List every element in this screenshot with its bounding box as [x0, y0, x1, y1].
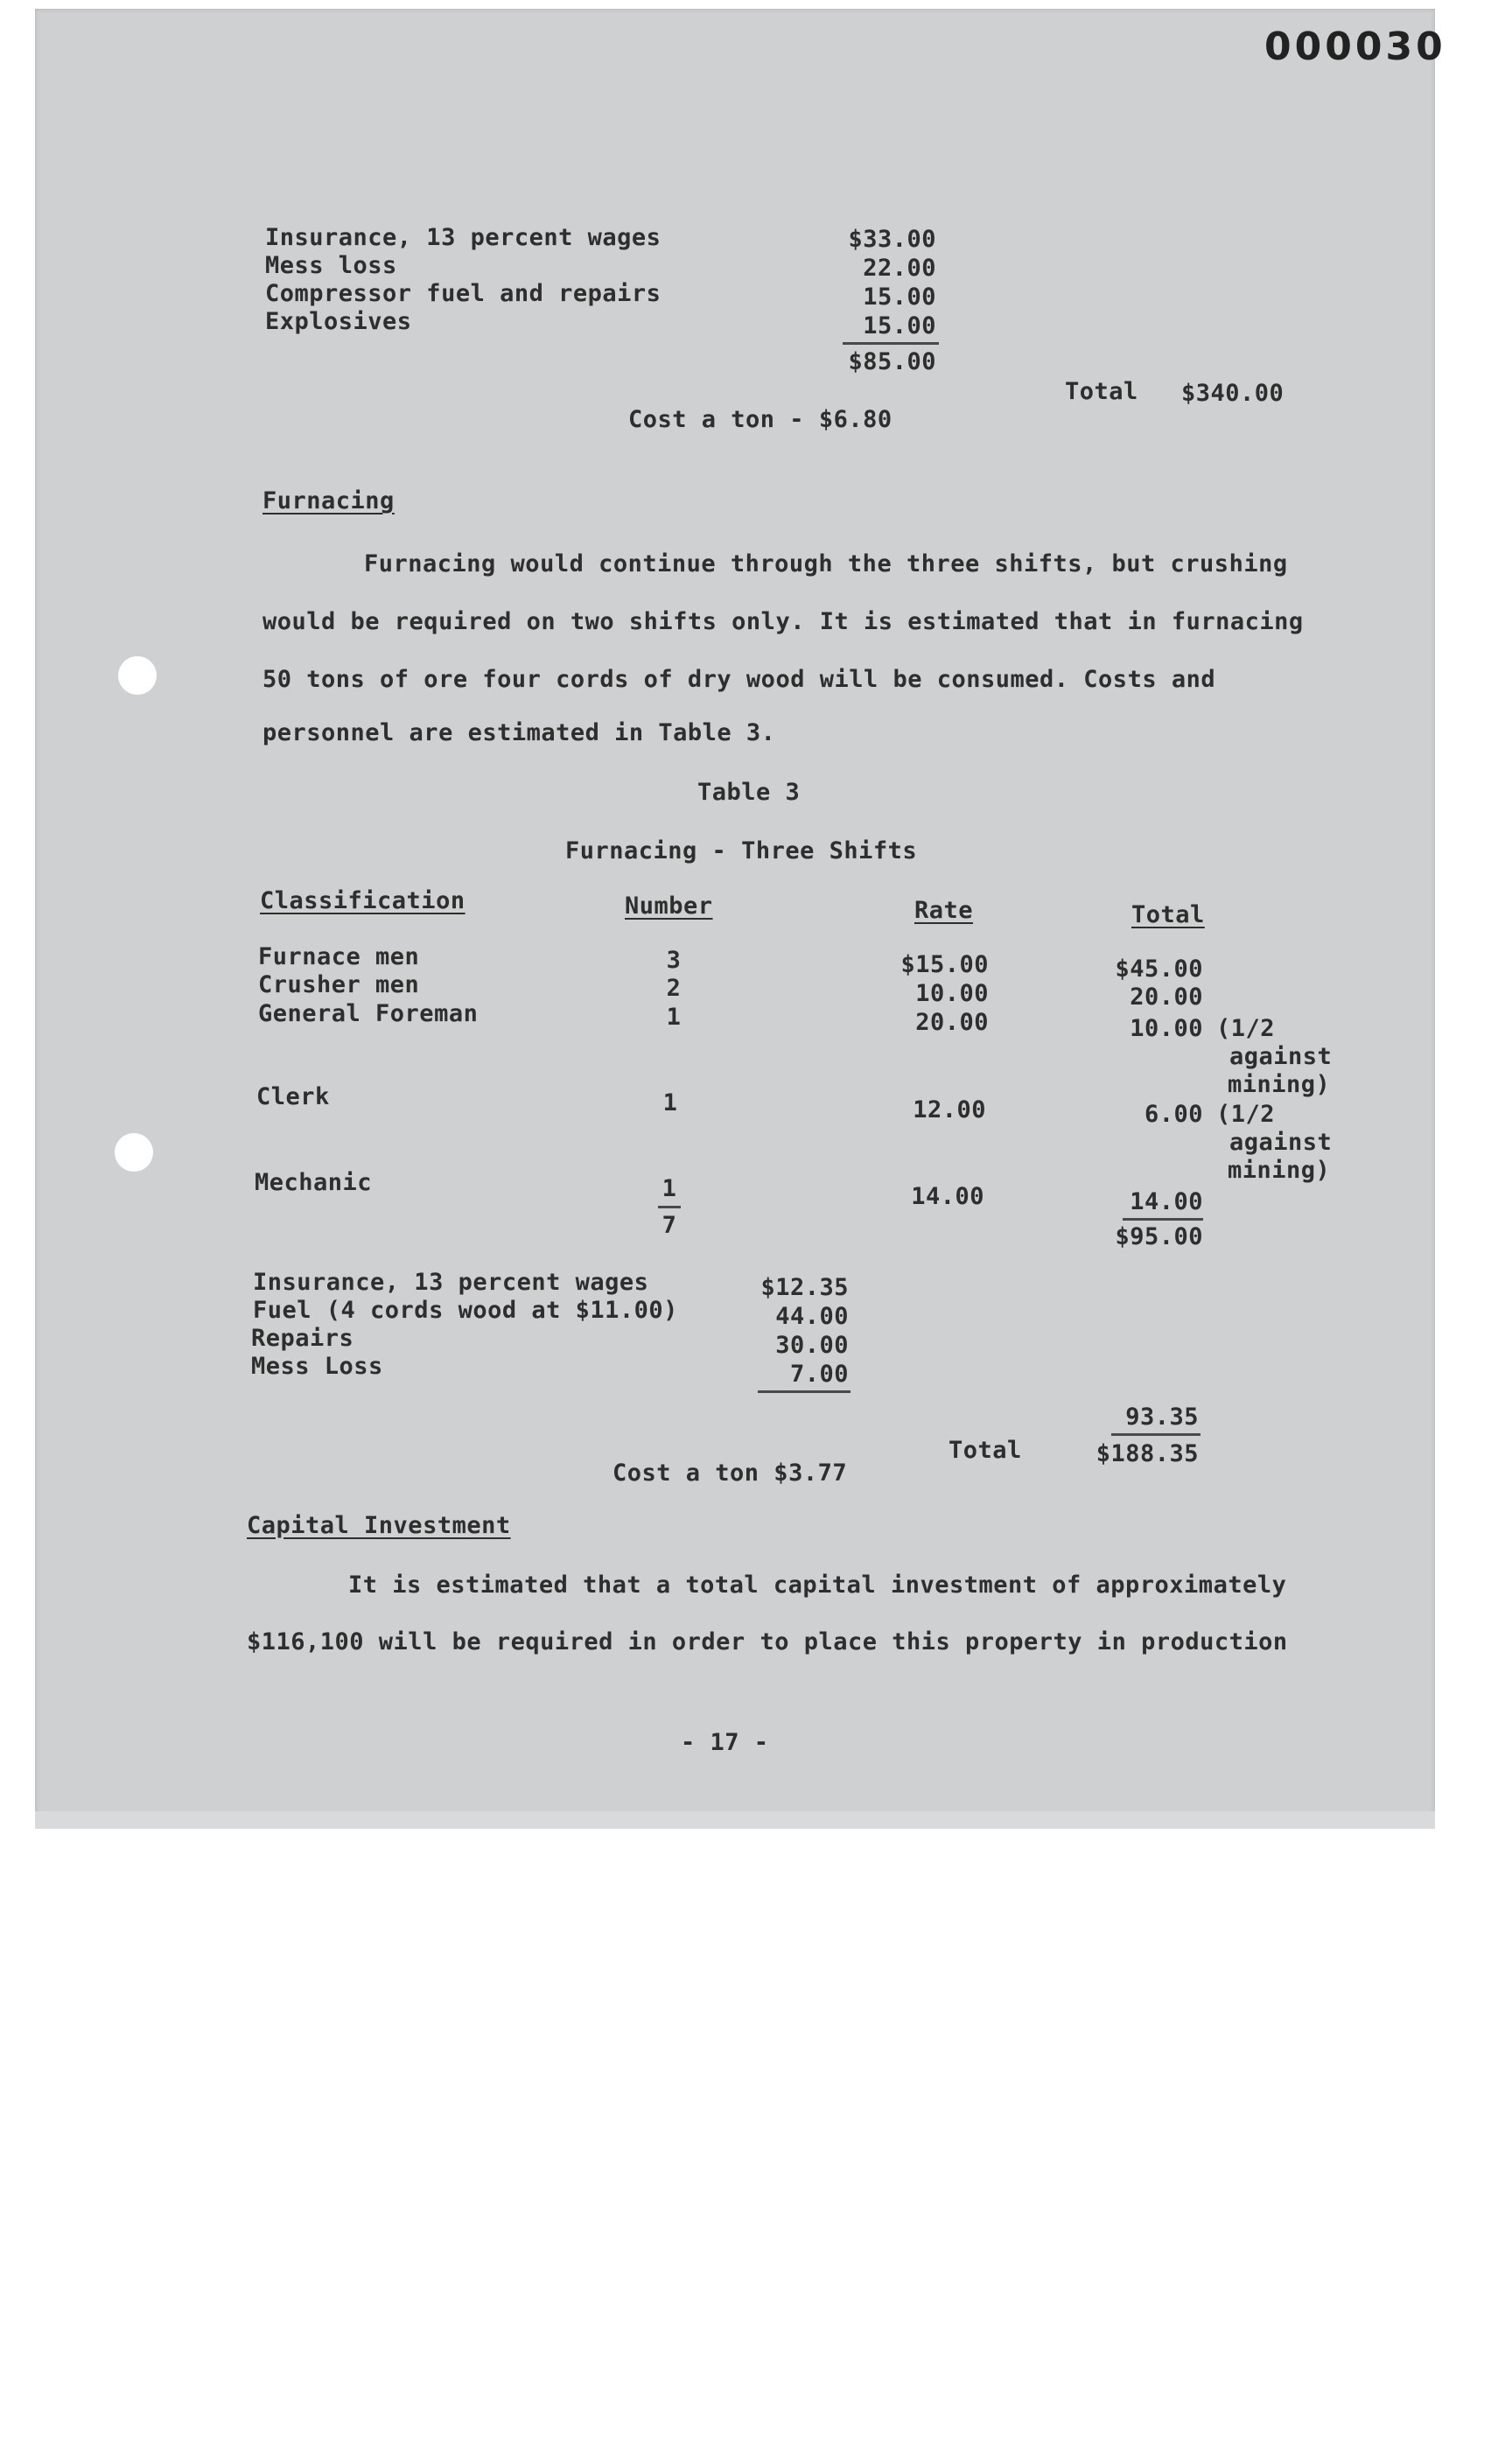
total-label: Total — [1065, 378, 1138, 405]
cost-per-ton: Cost a ton - $6.80 — [628, 406, 892, 433]
column-header-rate: Rate — [914, 897, 974, 924]
table-row-total: 10.00 — [1130, 1015, 1203, 1042]
extras-total: 93.35 — [1125, 1404, 1199, 1431]
table-row-classification: Mechanic — [255, 1169, 373, 1196]
section-heading-furnacing: Furnacing — [262, 487, 395, 514]
table-row-total: 20.00 — [1130, 984, 1203, 1011]
column-header-total: Total — [1131, 901, 1205, 928]
cost-per-ton: Cost a ton $3.77 — [612, 1460, 848, 1487]
page-stamp: 000030 — [1264, 24, 1446, 69]
extra-cost-label: Mess Loss — [251, 1353, 383, 1380]
paragraph-line: personnel are estimated in Table 3. — [262, 719, 776, 746]
table-row-total: 14.00 — [1130, 1188, 1203, 1215]
paragraph-line: $116,100 will be required in order to place this property in production — [247, 1628, 1288, 1656]
table-row-number: 1 — [662, 1089, 678, 1116]
cost-item-amount: $33.00 — [848, 226, 936, 253]
cost-item-label: Explosives — [265, 308, 412, 335]
grand-total-rule — [1111, 1433, 1200, 1436]
extra-cost-amount: 7.00 — [789, 1361, 849, 1388]
table-row-rate: 10.00 — [915, 980, 989, 1007]
page-shadow — [35, 1811, 1435, 1829]
document-page — [35, 9, 1435, 1820]
punch-hole-2 — [115, 1133, 153, 1172]
extra-cost-amount: 30.00 — [775, 1332, 849, 1359]
table-row-classification: Furnace men — [258, 943, 420, 970]
punch-hole-1 — [118, 656, 157, 695]
table-title: Furnacing - Three Shifts — [565, 837, 918, 864]
extra-cost-label: Repairs — [251, 1325, 354, 1352]
cost-item-amount: 15.00 — [863, 312, 936, 340]
column-header-classification: Classification — [260, 887, 466, 914]
number-total: 7 — [662, 1212, 677, 1239]
extras-sum-rule — [758, 1390, 850, 1393]
table-number: Table 3 — [697, 779, 801, 806]
extra-cost-amount: $12.35 — [760, 1274, 849, 1301]
total-amount: $340.00 — [1181, 380, 1284, 407]
table-row-classification: General Foreman — [258, 1000, 479, 1027]
table-row-number: 3 — [666, 947, 682, 974]
number-sum-rule — [658, 1206, 681, 1208]
cost-item-amount: 15.00 — [863, 284, 936, 311]
paragraph-line: It is estimated that a total capital investment of approximately — [348, 1572, 1287, 1599]
page-number: - 17 - — [681, 1729, 769, 1756]
cost-item-label: Insurance, 13 percent wages — [265, 224, 662, 251]
cost-item-label: Mess loss — [265, 252, 397, 279]
table-row-note: (1/2 — [1216, 1101, 1276, 1128]
table-row-note: against — [1229, 1043, 1333, 1070]
table-row-total: $45.00 — [1115, 956, 1203, 983]
table-row-note: (1/2 — [1216, 1015, 1276, 1042]
section-heading-capital: Capital Investment — [247, 1512, 511, 1539]
labor-total: $95.00 — [1115, 1223, 1203, 1250]
paragraph-line: Furnacing would continue through the three shifts, but crushing — [364, 550, 1288, 578]
paragraph-line: would be required on two shifts only. It is estimated that in furnacing — [262, 608, 1304, 635]
table-row-rate: 14.00 — [911, 1183, 984, 1210]
table-row-rate: 20.00 — [915, 1009, 989, 1036]
subtotal-rule — [843, 342, 939, 345]
extra-cost-label: Insurance, 13 percent wages — [253, 1269, 649, 1296]
column-header-number: Number — [625, 892, 713, 920]
table-row-note: mining) — [1228, 1157, 1331, 1184]
extra-cost-label: Fuel (4 cords wood at $11.00) — [253, 1297, 678, 1324]
grand-total-label: Total — [948, 1437, 1022, 1464]
table-row-number: 1 — [666, 1004, 682, 1031]
table-row-rate: $15.00 — [900, 951, 989, 978]
grand-total: $188.35 — [1096, 1440, 1199, 1467]
table-row-number: 2 — [666, 975, 682, 1002]
table-row-total: 6.00 — [1144, 1101, 1203, 1128]
table-row-note: against — [1229, 1129, 1333, 1156]
total-sum-rule — [1123, 1218, 1203, 1221]
cost-subtotal: $85.00 — [848, 348, 936, 375]
table-row-number: 1 — [662, 1175, 677, 1202]
table-row-rate: 12.00 — [913, 1096, 986, 1124]
cost-item-amount: 22.00 — [863, 255, 936, 282]
paragraph-line: 50 tons of ore four cords of dry wood will be consumed. Costs and — [262, 666, 1216, 693]
table-row-classification: Crusher men — [258, 971, 420, 998]
table-row-note: mining) — [1228, 1071, 1331, 1098]
table-row-classification: Clerk — [256, 1083, 330, 1110]
extra-cost-amount: 44.00 — [775, 1303, 849, 1330]
cost-item-label: Compressor fuel and repairs — [265, 280, 662, 307]
